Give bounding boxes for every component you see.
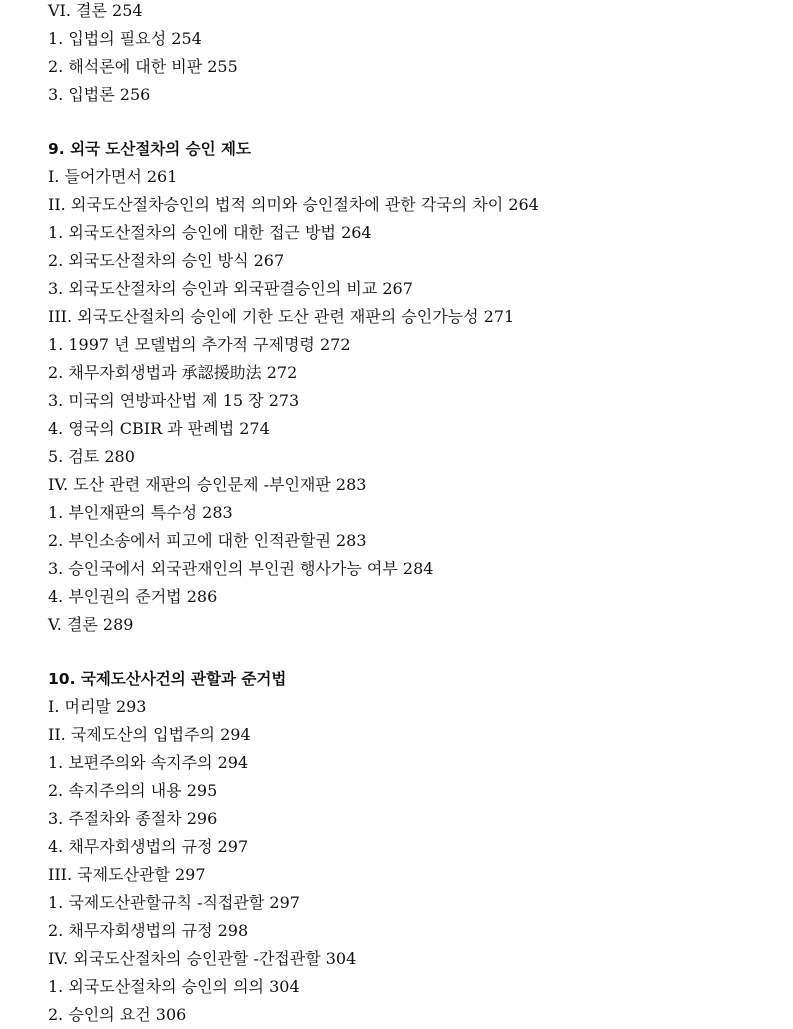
toc-entry: 2. 승인의 요건 306 xyxy=(48,1005,187,1024)
previous-chapter-section xyxy=(48,0,778,109)
toc-entry: 2. 부인소송에서 피고에 대한 인적관할권 283 xyxy=(48,531,367,550)
toc-entry: 3. 승인국에서 외국관재인의 부인권 행사가능 여부 284 xyxy=(48,559,434,578)
toc-entry: IV. 도산 관련 재판의 승인문제 -부인재판 283 xyxy=(48,475,367,494)
chapter-title: 9. 외국 도산절차의 승인 제도 xyxy=(48,140,251,158)
chapter-title: 10. 국제도산사건의 관할과 준거법 xyxy=(48,670,287,688)
toc-entry: 3. 주절차와 종절차 296 xyxy=(48,809,218,828)
toc-entry: 1. 입법의 필요성 254 xyxy=(48,29,202,48)
toc-entry: V. 결론 289 xyxy=(48,615,134,634)
toc-entry: 2. 외국도산절차의 승인 방식 267 xyxy=(48,251,285,270)
toc-entry: 2. 해석론에 대한 비판 255 xyxy=(48,57,238,76)
toc-entry: 4. 부인권의 준거법 286 xyxy=(48,587,218,606)
toc-entry: II. 국제도산의 입법주의 294 xyxy=(48,725,251,744)
table-of-contents xyxy=(48,0,778,1029)
toc-entry: 1. 부인재판의 특수성 283 xyxy=(48,503,233,522)
section-spacer xyxy=(48,109,778,135)
toc-entry: 1. 외국도산절차의 승인에 대한 접근 방법 264 xyxy=(48,223,372,242)
toc-entry: 4. 영국의 CBIR 과 판례법 274 xyxy=(48,419,270,438)
section-spacer xyxy=(48,639,778,665)
toc-entry: II. 외국도산절차승인의 법적 의미와 승인절차에 관한 각국의 차이 264 xyxy=(48,195,539,214)
toc-entry: III. 외국도산절차의 승인에 기한 도산 관련 재판의 승인가능성 271 xyxy=(48,307,515,326)
toc-entry: I. 머리말 293 xyxy=(48,697,147,716)
toc-entry: 2. 채무자회생법의 규정 298 xyxy=(48,921,249,940)
chapter-10-section xyxy=(48,665,778,1029)
chapter-9-section xyxy=(48,135,778,639)
toc-entry: 5. 검토 280 xyxy=(48,447,135,466)
toc-entry: 1. 보편주의와 속지주의 294 xyxy=(48,753,249,772)
toc-entry: 3. 외국도산절차의 승인과 외국판결승인의 비교 267 xyxy=(48,279,413,298)
toc-entry: 2. 속지주의의 내용 295 xyxy=(48,781,218,800)
toc-entry: 1. 국제도산관할규칙 -직접관할 297 xyxy=(48,893,300,912)
toc-entry: I. 들어가면서 261 xyxy=(48,167,178,186)
toc-entry: III. 국제도산관할 297 xyxy=(48,865,206,884)
toc-entry: 2. 채무자회생법과 承認援助法 272 xyxy=(48,363,298,382)
toc-entry: 3. 입법론 256 xyxy=(48,85,151,104)
toc-entry: 1. 외국도산절차의 승인의 의의 304 xyxy=(48,977,300,996)
toc-entry: 3. 미국의 연방파산법 제 15 장 273 xyxy=(48,391,300,410)
toc-entry: IV. 외국도산절차의 승인관할 -간접관할 304 xyxy=(48,949,357,968)
toc-entry: 4. 채무자회생법의 규정 297 xyxy=(48,837,249,856)
toc-entry: VI. 결론 254 xyxy=(48,1,143,20)
toc-entry: 1. 1997 년 모델법의 추가적 구제명령 272 xyxy=(48,335,351,354)
